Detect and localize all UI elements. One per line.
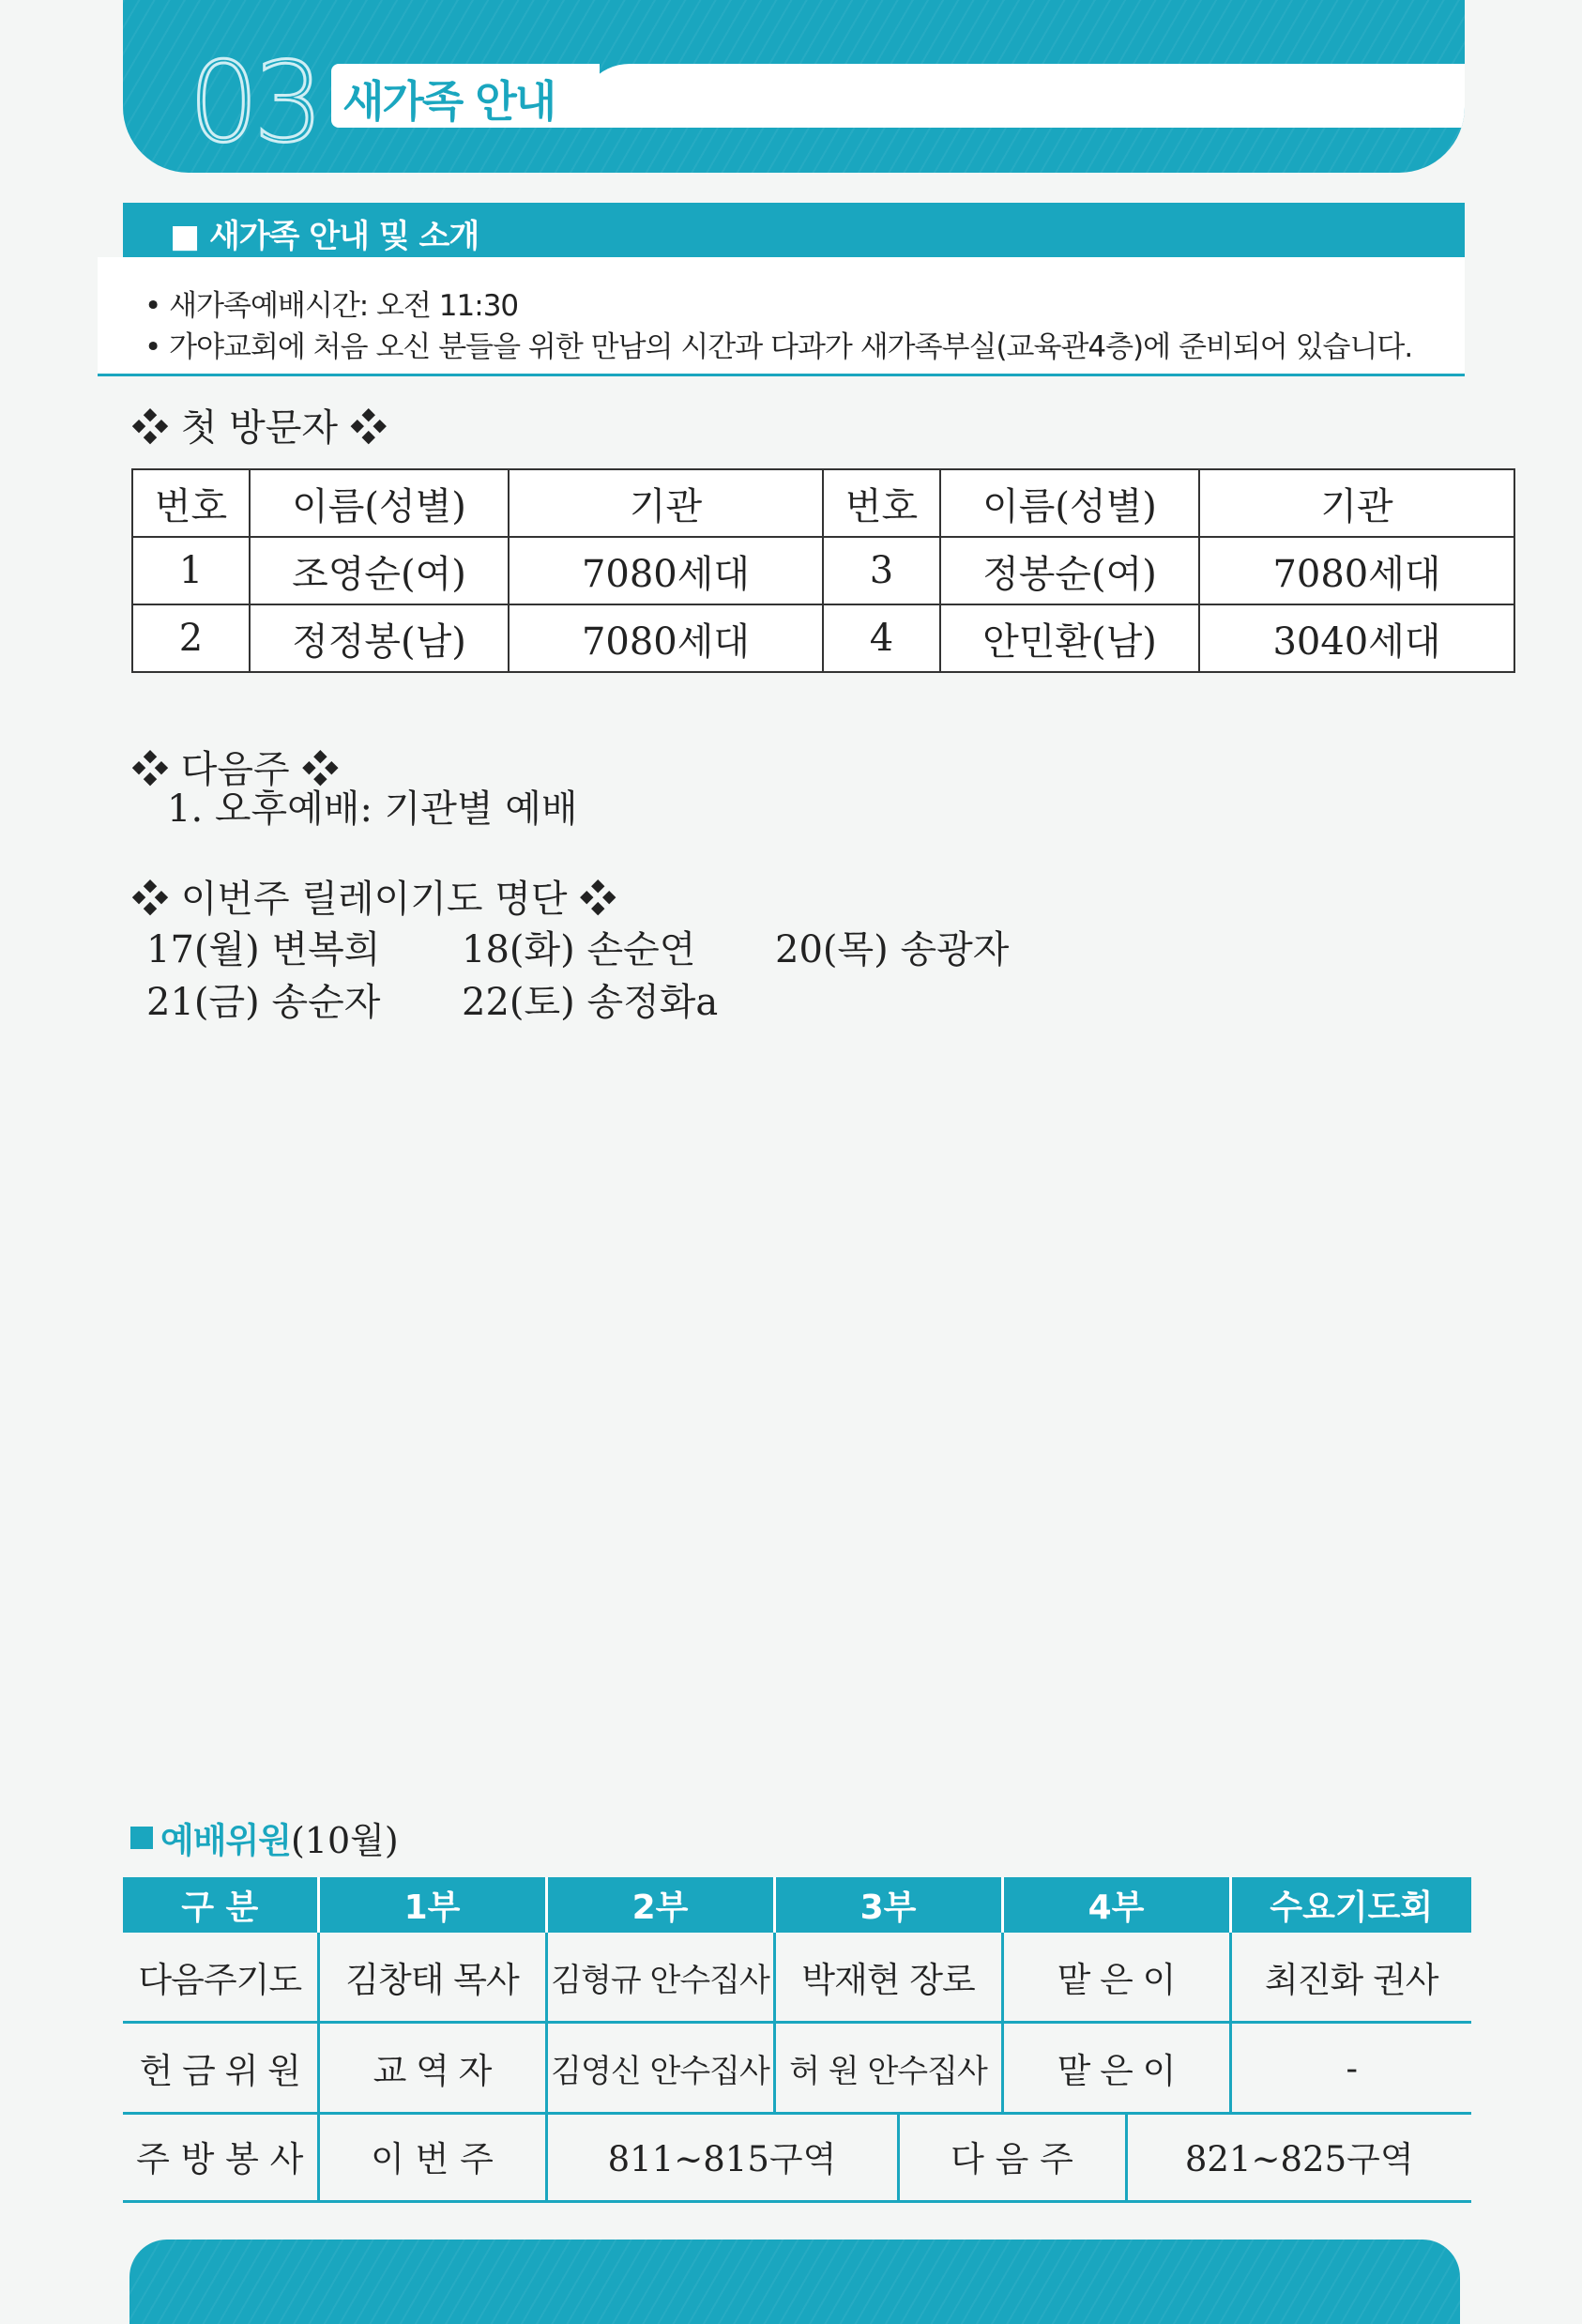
table-header-row [123,1877,1471,1933]
table-header-row [132,469,1514,537]
next-week-heading: ❖ 다음주 ❖ [131,748,340,791]
kitchen-service-table [123,2112,1471,2203]
table-cell: 교 역 자 [318,2023,546,2114]
info-box [98,257,1465,376]
square-bullet-icon [130,1827,153,1849]
footer-bar [129,2240,1460,2324]
header-cell: 번호 [132,469,250,537]
header-cell: 1부 [318,1877,546,1933]
table-cell: 1 [132,537,250,604]
table-cell: 4 [823,604,940,672]
row-label: 주 방 봉 사 [123,2112,318,2202]
table-cell: 7080세대 [509,604,823,672]
first-visitors-table [131,468,1515,673]
table-row [132,604,1514,672]
table-cell: 맡 은 이 [1002,2023,1230,2114]
header-cell: 이름(성별) [940,469,1199,537]
info-line-welcome: • 가야교회에 처음 오신 분들을 위한 만남의 시간과 다과가 새가족부실(교육관4층)에 준비되어 있습니다. [145,330,1413,364]
table-row [123,1933,1471,2023]
page-title: 새가족 안내 [342,76,555,127]
table-row [132,537,1514,604]
worship-staff-table [123,1877,1471,2115]
table-cell: 맡 은 이 [1002,1933,1230,2023]
worship-staff-label: 예배위원 [160,1820,291,1861]
table-cell: 7080세대 [1199,537,1514,604]
header-cell: 수요기도회 [1230,1877,1471,1933]
row-label: 다음주기도 [123,1933,318,2023]
header-title-box [331,64,600,128]
next-week-value: 821~825구역 [1126,2112,1471,2202]
table-cell: - [1230,2023,1471,2114]
info-line-service-time: • 새가족예배시간: 오전 11:30 [145,289,519,323]
relay-prayer-entry: 17(월) 변복희 [146,928,381,971]
header-cell: 4부 [1002,1877,1230,1933]
table-cell: 정봉순(여) [940,537,1199,604]
section-title-bar [123,203,1465,257]
table-cell: 3 [823,537,940,604]
header-cell: 3부 [774,1877,1002,1933]
table-cell: 허 원 안수집사 [774,2023,1002,2114]
this-week-value: 811~815구역 [546,2112,898,2202]
table-cell: 최진화 권사 [1230,1933,1471,2023]
first-visitors-heading: ❖ 첫 방문자 ❖ [131,406,388,450]
next-week-label: 다 음 주 [898,2112,1126,2202]
table-cell: 김창태 목사 [318,1933,546,2023]
header-cell: 이름(성별) [250,469,509,537]
table-cell: 조영순(여) [250,537,509,604]
relay-prayer-entry: 21(금) 송순자 [146,981,381,1024]
worship-staff-month: (10월) [290,1820,399,1861]
relay-prayer-entry: 20(목) 송광자 [775,928,1010,971]
section-number: 03 [189,38,319,167]
relay-prayer-entry: 18(화) 손순연 [462,928,696,971]
table-cell: 7080세대 [509,537,823,604]
header-band [573,64,1465,128]
header-cell: 구 분 [123,1877,318,1933]
table-cell: 2 [132,604,250,672]
table-cell: 김형규 안수집사 [546,1933,774,2023]
table-cell: 김영신 안수집사 [546,2023,774,2114]
section-title: ■ 새가족 안내 및 소개 [170,218,479,255]
worship-staff-title [130,1812,399,1863]
header-cell: 기관 [509,469,823,537]
relay-prayer-entry: 22(토) 송정화a [462,981,719,1024]
page-header [123,0,1465,173]
table-row [123,2023,1471,2114]
table-cell: 박재현 장로 [774,1933,1002,2023]
row-label: 헌 금 위 원 [123,2023,318,2114]
header-cell: 기관 [1199,469,1514,537]
next-week-item: 1. 오후예배: 기관별 예배 [167,787,578,831]
header-cell: 2부 [546,1877,774,1933]
this-week-label: 이 번 주 [318,2112,546,2202]
table-cell: 3040세대 [1199,604,1514,672]
relay-prayer-heading: ❖ 이번주 릴레이기도 명단 ❖ [131,878,617,921]
table-row [123,2112,1471,2202]
header-cell: 번호 [823,469,940,537]
table-cell: 안민환(남) [940,604,1199,672]
table-cell: 정정봉(남) [250,604,509,672]
